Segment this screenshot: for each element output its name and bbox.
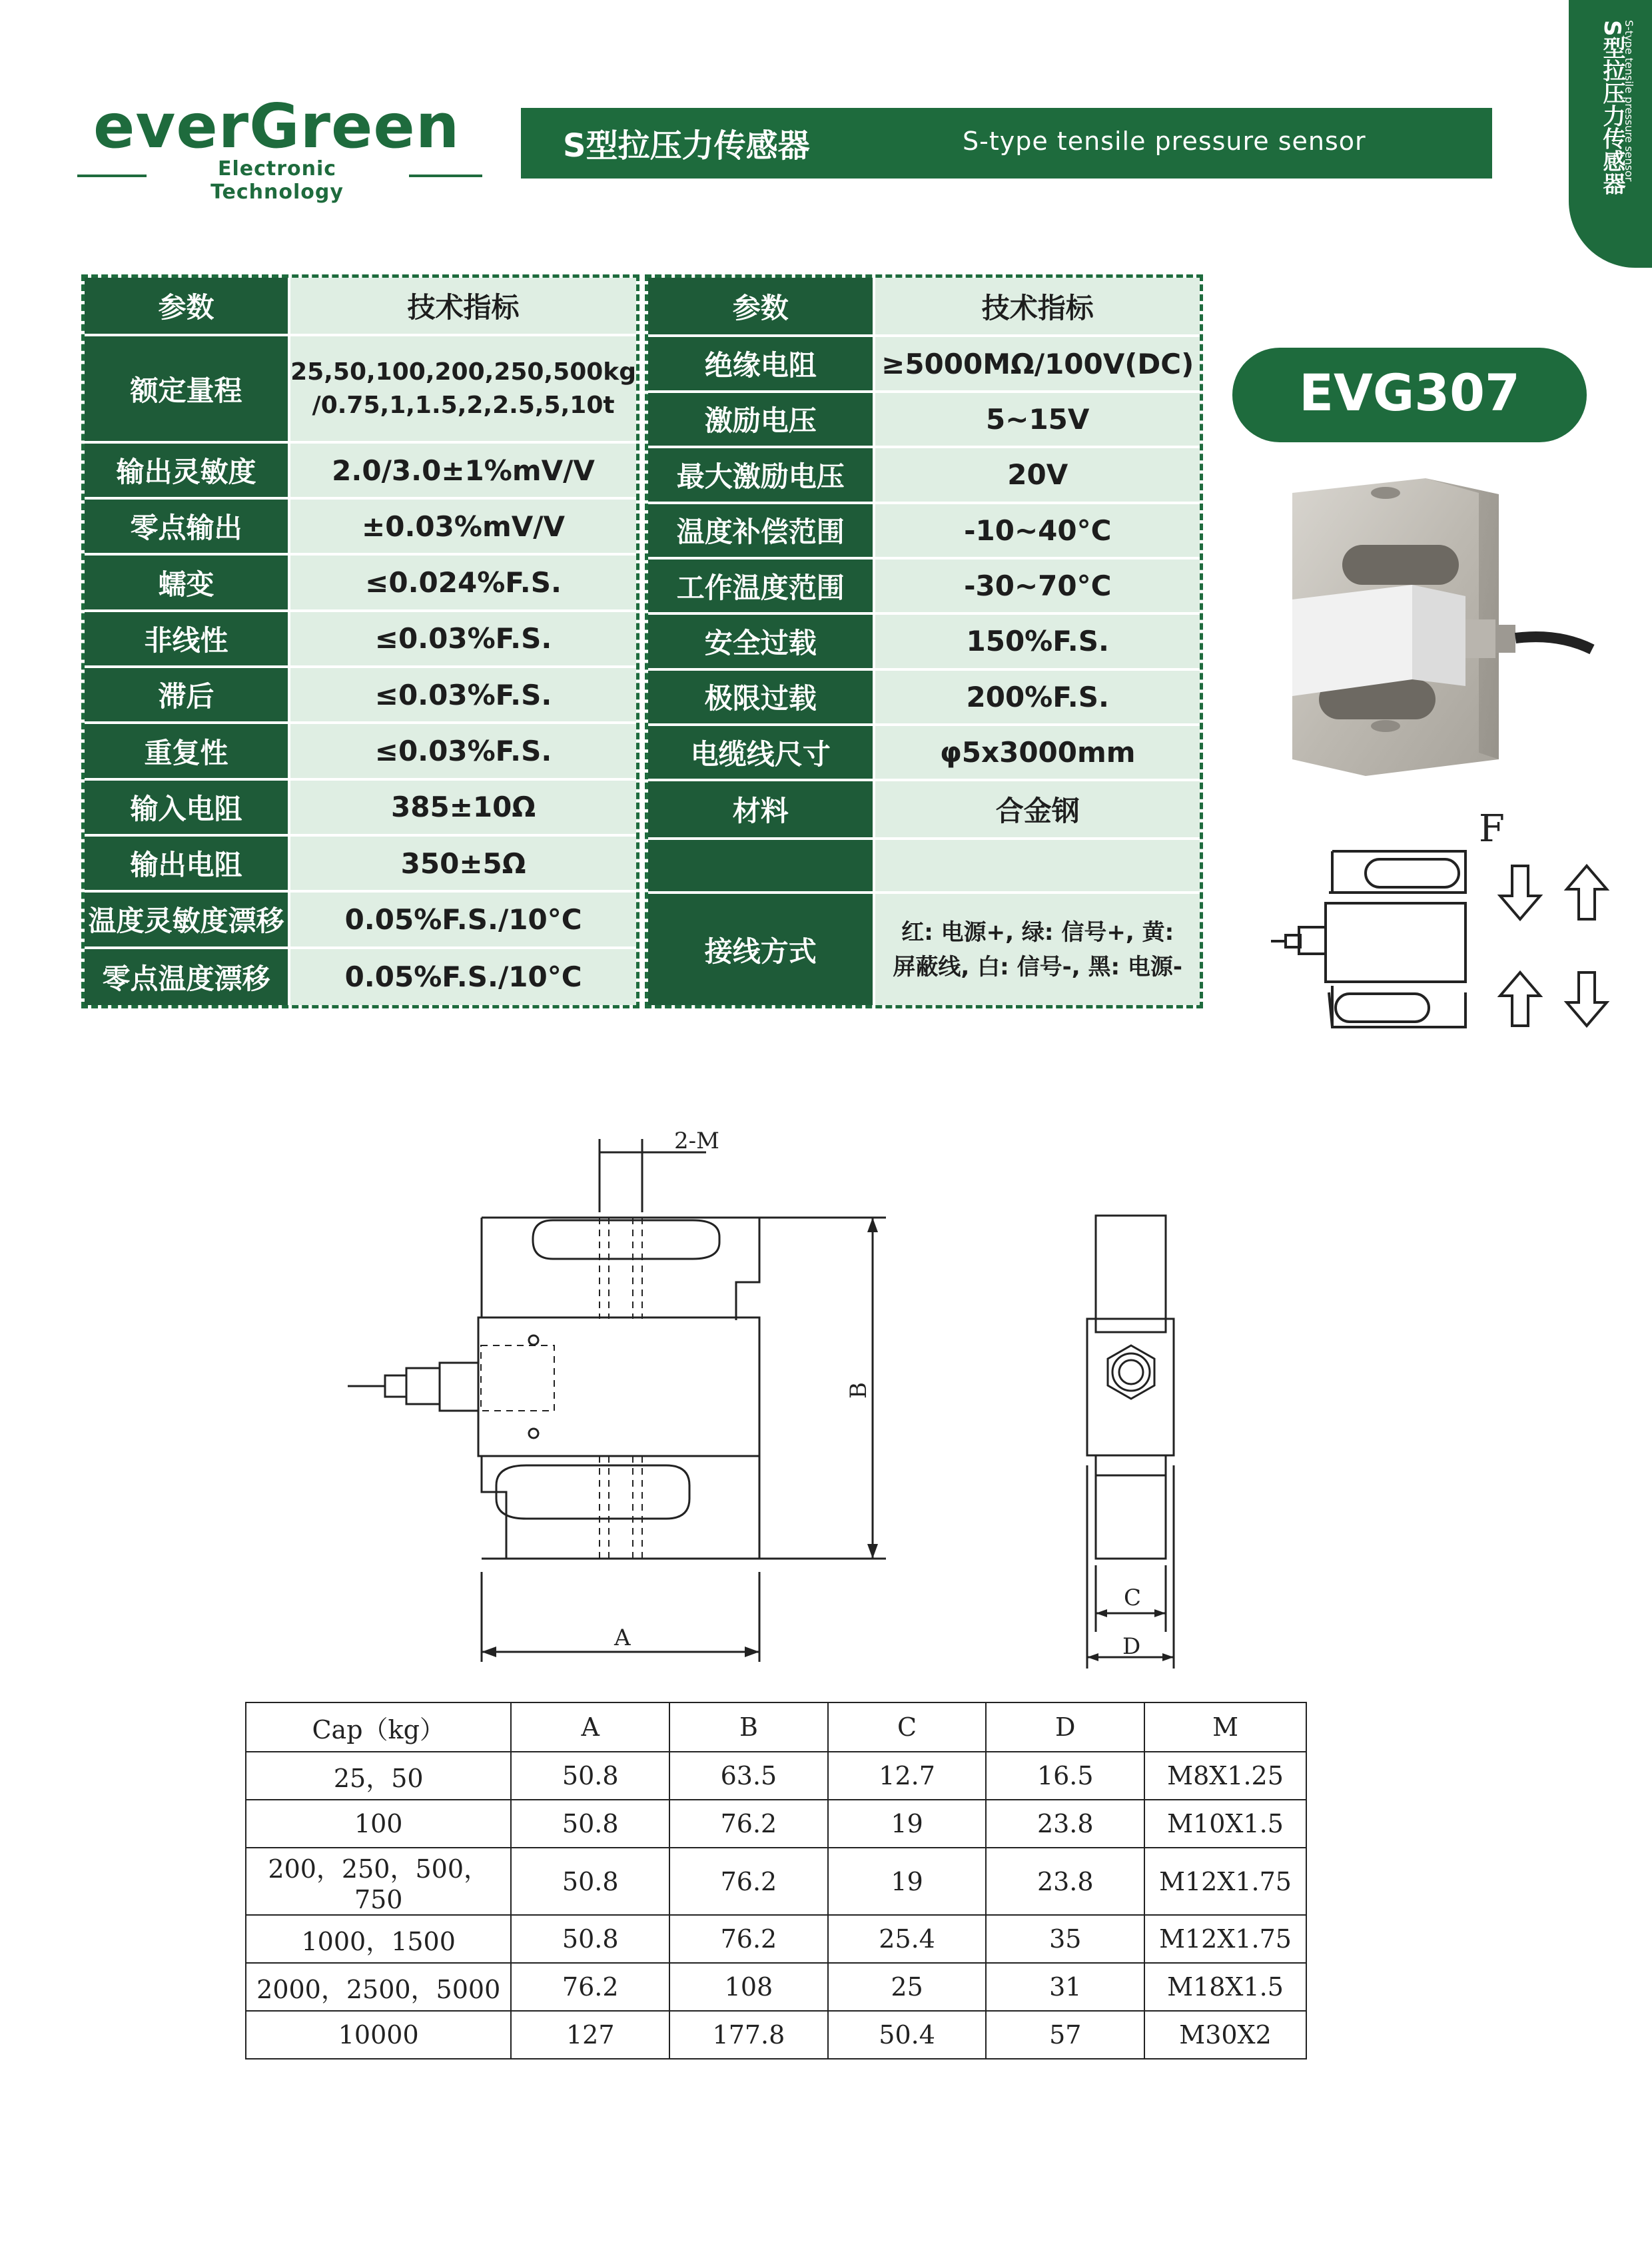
spec-param: 电缆线尺寸: [648, 725, 874, 780]
column-header: A: [511, 1702, 669, 1752]
table-cell: 1000，1500: [246, 1915, 511, 1963]
table-cell: 50.8: [511, 1800, 669, 1848]
table-cell: 25，50: [246, 1752, 511, 1800]
table-row: [246, 2011, 1306, 2059]
column-header: D: [986, 1702, 1144, 1752]
spec-value: [289, 335, 636, 442]
table-row: [246, 1915, 1306, 1963]
table-cell: M8X1.25: [1144, 1752, 1306, 1800]
spec-param: 蠕变: [85, 554, 289, 610]
column-header: M: [1144, 1702, 1306, 1752]
spec-param: 输出电阻: [85, 835, 289, 891]
label-b: B: [845, 1382, 872, 1399]
table-cell: 50.8: [511, 1848, 669, 1915]
table-cell: 23.8: [986, 1800, 1144, 1848]
header-param: 参数: [85, 278, 289, 335]
spec-param: 输入电阻: [85, 779, 289, 835]
product-photo: [1279, 466, 1605, 786]
spec-value: [874, 893, 1200, 1005]
spec-table-left: [81, 274, 639, 1008]
spec-value: 0.05%F.S./10°C: [289, 948, 636, 1005]
spec-value: -30~70°C: [874, 558, 1200, 613]
column-header: B: [669, 1702, 828, 1752]
spec-value: ≤0.03%F.S.: [289, 611, 636, 667]
spec-param: 零点输出: [85, 498, 289, 554]
spec-value: 0.05%F.S./10°C: [289, 891, 636, 947]
spec-param: 输出灵敏度: [85, 442, 289, 498]
logo-rule-right: [409, 175, 482, 177]
table-cell: 76.2: [669, 1915, 828, 1963]
table-cell: 25.4: [828, 1915, 987, 1963]
spec-value: ≤0.03%F.S.: [289, 667, 636, 723]
force-diagram: [1266, 846, 1612, 1039]
table-cell: 23.8: [986, 1848, 1144, 1915]
table-cell: 50.8: [511, 1752, 669, 1800]
table-cell: 19: [828, 1800, 987, 1848]
wiring-line2: 屏蔽线, 白: 信号-, 黑: 电源-: [893, 953, 1183, 980]
label-a: A: [614, 1625, 631, 1651]
spec-param: 非线性: [85, 611, 289, 667]
table-cell: 50.8: [511, 1915, 669, 1963]
spec-value: 20V: [874, 447, 1200, 502]
table-cell: 19: [828, 1848, 987, 1915]
spec-value: 5~15V: [874, 392, 1200, 447]
table-cell: M12X1.75: [1144, 1915, 1306, 1963]
table-cell: 57: [986, 2011, 1144, 2059]
table-header-row: [246, 1702, 1306, 1752]
spec-value: ±0.03%mV/V: [289, 498, 636, 554]
table-cell: 12.7: [828, 1752, 987, 1800]
brand-logo: everGreen: [93, 91, 460, 162]
spec-param: 温度补偿范围: [648, 503, 874, 558]
spec-value: -10~40°C: [874, 503, 1200, 558]
spec-param: 温度灵敏度漂移: [85, 891, 289, 947]
header-value: 技术指标: [289, 278, 636, 335]
banner-title-cn: S型拉压力传感器: [563, 127, 810, 165]
table-cell: M30X2: [1144, 2011, 1306, 2059]
spec-param: 最大激励电压: [648, 447, 874, 502]
spec-value-empty: [874, 839, 1200, 893]
table-cell: 2000，2500，5000: [246, 1963, 511, 2011]
spec-value: 2.0/3.0±1%mV/V: [289, 442, 636, 498]
label-d: D: [1122, 1633, 1141, 1660]
table-row: [246, 1752, 1306, 1800]
spec-param: 接线方式: [648, 893, 874, 1005]
spec-param: 额定量程: [85, 335, 289, 442]
side-tab-title-cn: S型拉压力传感器: [1599, 20, 1625, 195]
column-header: Cap（kg）: [246, 1702, 511, 1752]
wiring-line1: 红: 电源+, 绿: 信号+, 黄:: [901, 919, 1174, 946]
banner-title-en: S-type tensile pressure sensor: [963, 127, 1366, 156]
force-label: F: [1479, 807, 1505, 851]
spec-value: φ5x3000mm: [874, 725, 1200, 780]
table-cell: 31: [986, 1963, 1144, 2011]
table-cell: M18X1.5: [1144, 1963, 1306, 2011]
spec-table-right: [645, 274, 1203, 1008]
spec-value: ≤0.024%F.S.: [289, 554, 636, 610]
spec-value: 350±5Ω: [289, 835, 636, 891]
column-header: C: [828, 1702, 987, 1752]
header-value: 技术指标: [874, 278, 1200, 336]
header-param: 参数: [648, 278, 874, 336]
table-cell: 35: [986, 1915, 1144, 1963]
table-row: [246, 1848, 1306, 1915]
side-view-drawing: [1066, 1199, 1199, 1679]
dimensions-table: [245, 1702, 1307, 2059]
table-cell: 50.4: [828, 2011, 987, 2059]
table-cell: 127: [511, 2011, 669, 2059]
rated-range-line1: 25,50,100,200,250,500kg: [290, 358, 636, 386]
spec-param: 安全过载: [648, 613, 874, 669]
table-cell: 25: [828, 1963, 987, 2011]
spec-value: 385±10Ω: [289, 779, 636, 835]
side-tab-title-en: S-type tensile pressure sensor: [1623, 20, 1635, 182]
table-row: [246, 1800, 1306, 1848]
table-cell: M12X1.75: [1144, 1848, 1306, 1915]
table-cell: 108: [669, 1963, 828, 2011]
label-c: C: [1124, 1585, 1142, 1611]
spec-value: ≥5000MΩ/100V(DC): [874, 336, 1200, 391]
spec-value: ≤0.03%F.S.: [289, 723, 636, 779]
spec-value: 200%F.S.: [874, 669, 1200, 725]
table-cell: 76.2: [669, 1848, 828, 1915]
table-cell: 200，250，500，750: [246, 1848, 511, 1915]
table-row: [246, 1963, 1306, 2011]
table-cell: 76.2: [669, 1800, 828, 1848]
spec-param-empty: [648, 839, 874, 893]
spec-param: 滞后: [85, 667, 289, 723]
spec-param: 激励电压: [648, 392, 874, 447]
table-cell: M10X1.5: [1144, 1800, 1306, 1848]
brand-subtitle: Electronic Technology: [210, 157, 344, 204]
spec-value: 150%F.S.: [874, 613, 1200, 669]
logo-rule-left: [77, 175, 147, 177]
table-cell: 76.2: [511, 1963, 669, 2011]
spec-param: 材料: [648, 780, 874, 838]
table-cell: 10000: [246, 2011, 511, 2059]
model-number: EVG307: [1299, 363, 1520, 422]
label-2m: 2-M: [674, 1128, 719, 1154]
front-view-drawing: [333, 1119, 933, 1679]
table-cell: 177.8: [669, 2011, 828, 2059]
spec-value: 合金钢: [874, 780, 1200, 838]
spec-param: 极限过载: [648, 669, 874, 725]
table-cell: 100: [246, 1800, 511, 1848]
spec-param: 零点温度漂移: [85, 948, 289, 1005]
table-cell: 16.5: [986, 1752, 1144, 1800]
rated-range-line2: /0.75,1,1.5,2,2.5,5,10t: [312, 391, 615, 419]
spec-param: 重复性: [85, 723, 289, 779]
table-cell: 63.5: [669, 1752, 828, 1800]
spec-param: 绝缘电阻: [648, 336, 874, 391]
spec-param: 工作温度范围: [648, 558, 874, 613]
